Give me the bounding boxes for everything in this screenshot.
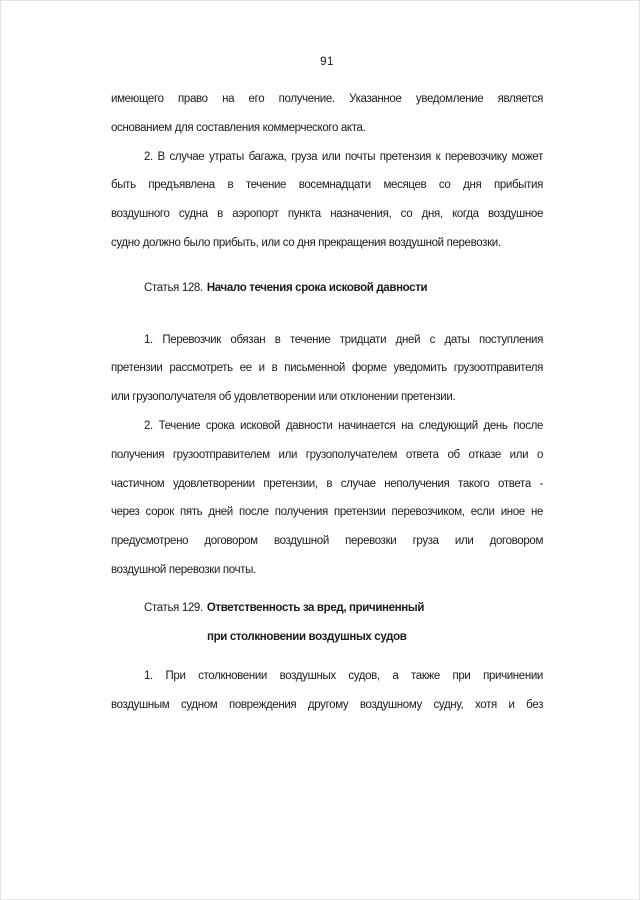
text-line: основанием для составления коммерческого акта. — [111, 121, 366, 134]
paragraph-aircraft-collision — [111, 662, 543, 720]
text-line: 1. При столкновении воздушных судов, а также при причинении — [144, 670, 543, 683]
text-line: воздушной перевозки почты. — [111, 563, 256, 576]
paragraph-notice-commercial-act — [111, 85, 543, 143]
page-number: 91 — [320, 56, 334, 68]
text-line: имеющего право на его получение. Указанное уведомление является — [111, 93, 543, 105]
text-line: частичном удовлетворении претензии, в случае неполучения такого ответа - — [111, 477, 543, 490]
paragraph-claim-deadline-baggage — [111, 143, 543, 258]
text-line: быть предъявлена в течение восемнадцати месяцев со дня прибытия — [111, 179, 543, 192]
article-129-title-line-1: Ответственность за вред, причиненный — [206, 601, 425, 614]
text-column — [111, 85, 543, 720]
paragraph-limitation-period-start — [111, 412, 543, 585]
text-line: судно должно было прибыть, или со дня прекращения воздушной перевозки. — [111, 236, 501, 249]
text-line: предусмотрено договором воздушной перевозки груза или договором — [111, 535, 543, 548]
text-line: воздушным судном повреждения другому воздушному судну, хотя и без — [111, 699, 543, 712]
text-line: 1. Перевозчик обязан в течение тридцати дней с даты поступления — [144, 333, 543, 346]
article-129-heading — [111, 594, 543, 652]
article-129-heading-line-2 — [111, 623, 543, 652]
text-line: через сорок пять дней после получения претензии перевозчиком, если иное не — [111, 506, 543, 519]
article-128-number: Статья 128. — [144, 281, 203, 294]
article-129-title-line-2: при столкновении воздушных судов — [207, 630, 407, 643]
text-line: 2. В случае утраты багажа, груза или почты претензия к перевозчику может — [144, 150, 543, 163]
text-line: 2. Течение срока исковой давности начинается на следующий день после — [144, 419, 543, 432]
article-128-title: Начало течения срока исковой давности — [206, 281, 428, 294]
article-129-number: Статья 129. — [144, 601, 203, 614]
article-128-heading — [111, 274, 543, 303]
article-129-heading-line-1 — [111, 594, 543, 623]
article-128-heading-line — [111, 274, 543, 303]
text-line: или грузополучателя об удовлетворении или отклонении претензии. — [111, 391, 456, 404]
text-line: воздушного судна в аэропорт пункта назначения, со дня, когда воздушное — [111, 208, 543, 221]
paragraph-carrier-review-claim — [111, 326, 543, 412]
text-line: получения грузоотправителем или грузополучателем ответа об отказе или о — [111, 448, 543, 461]
text-line: претензии рассмотреть ее и в письменной форме уведомить грузоотправителя — [111, 362, 543, 375]
